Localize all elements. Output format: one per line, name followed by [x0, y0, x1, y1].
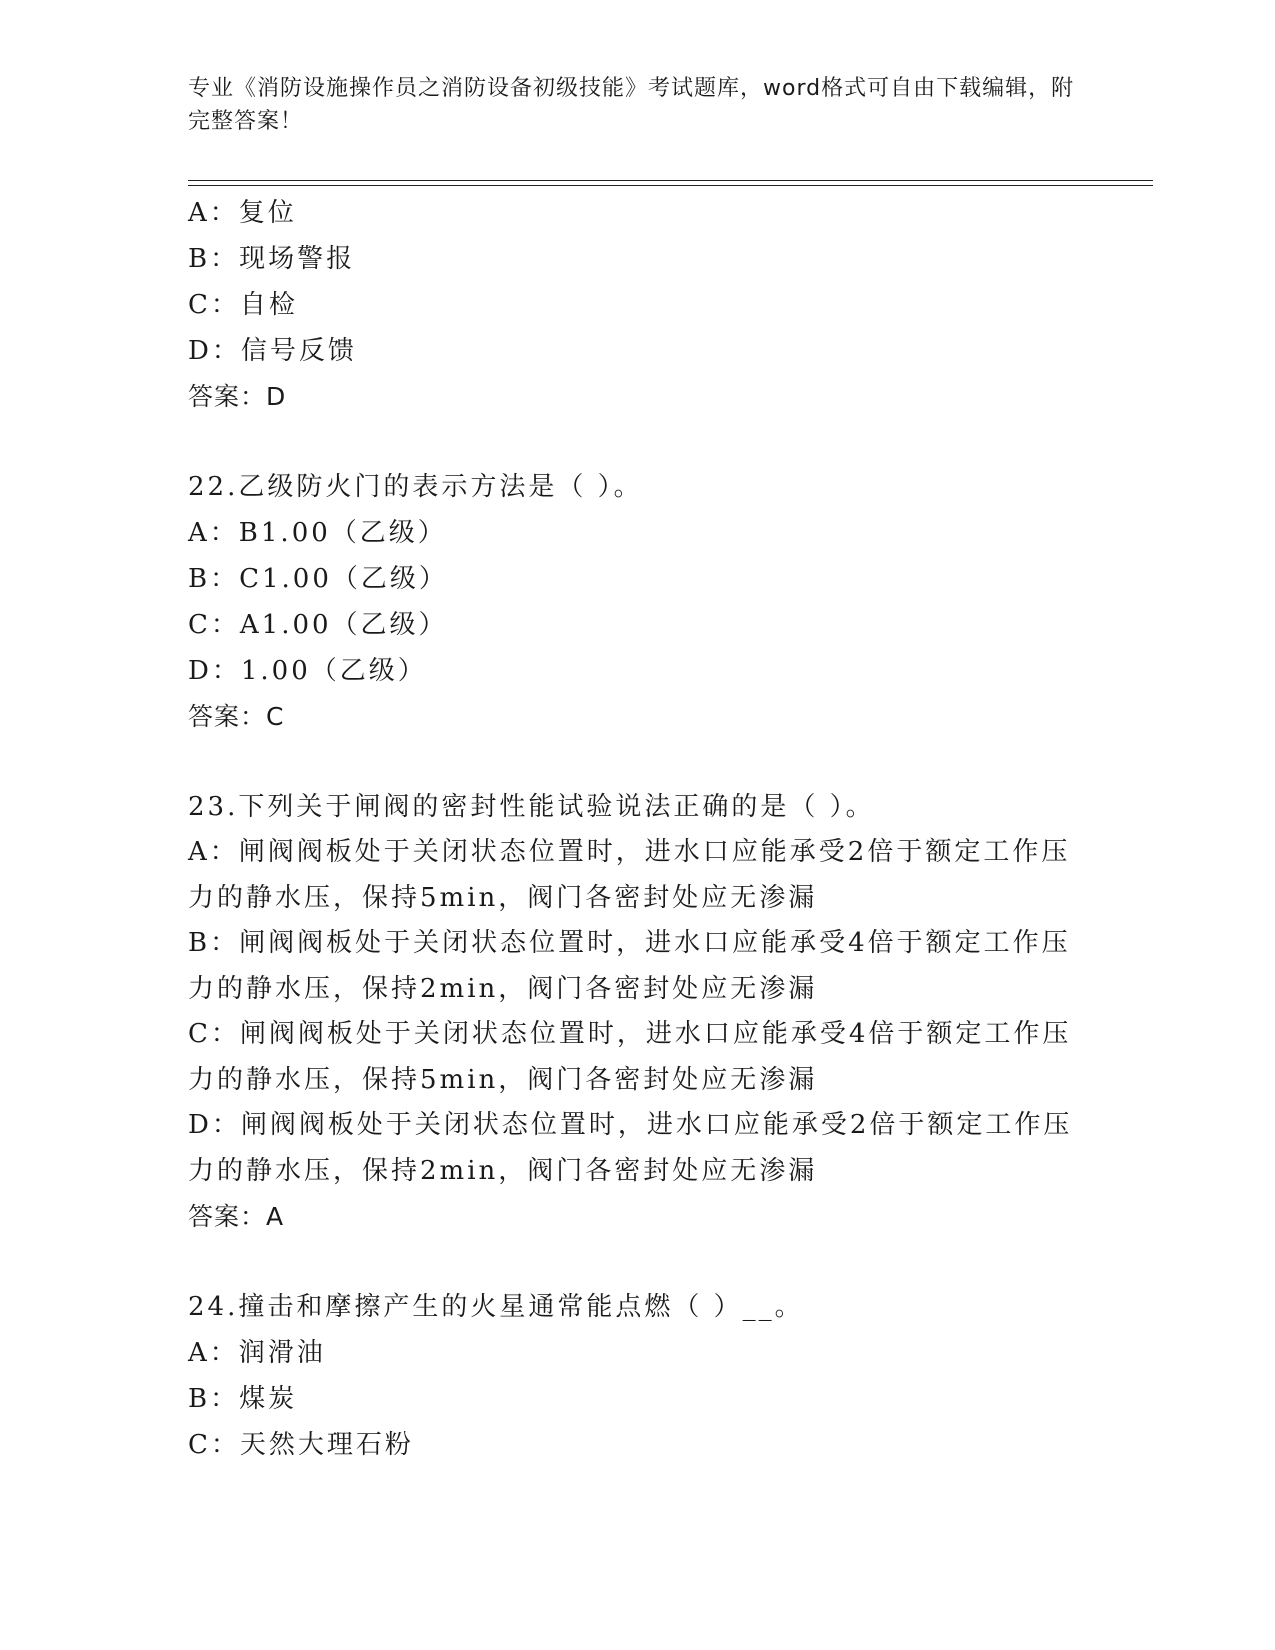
option-d: D：信号反馈	[188, 336, 357, 366]
question-list	[188, 190, 1088, 1468]
question-22	[188, 464, 1088, 740]
option-a: A：复位	[188, 198, 297, 228]
answer: 答案：D	[188, 382, 287, 411]
spacer	[188, 740, 1088, 784]
option-c: C：闸阀阀板处于关闭状态位置时，进水口应能承受4倍于额定工作压力的静水压，保持5min，阀门各密封处应无渗漏	[188, 1019, 1072, 1095]
option-d: D：闸阀阀板处于关闭状态位置时，进水口应能承受2倍于额定工作压力的静水压，保持2min，阀门各密封处应无渗漏	[188, 1110, 1073, 1186]
question-text: 24.撞击和摩擦产生的火星通常能点燃（ ）__。	[188, 1292, 804, 1322]
option-b: B：C1.00（乙级）	[188, 564, 448, 594]
option-c: C：自检	[188, 290, 298, 320]
option-b: B：现场警报	[188, 244, 356, 274]
option-c: C：A1.00（乙级）	[188, 610, 448, 640]
document-header: 专业《消防设施操作员之消防设备初级技能》考试题库，word格式可自由下载编辑，附完整答案！	[188, 76, 1075, 134]
spacer	[188, 420, 1088, 464]
spacer	[188, 1240, 1088, 1284]
option-a: A：润滑油	[188, 1338, 326, 1368]
option-d: D：1.00（乙级）	[188, 656, 427, 686]
answer: 答案：C	[188, 702, 285, 731]
option-a: A：B1.00（乙级）	[188, 518, 447, 548]
question-21	[188, 190, 1088, 420]
question-23	[188, 784, 1088, 1240]
question-text: 22.乙级防火门的表示方法是（ ）。	[188, 472, 643, 502]
option-a: A：闸阀阀板处于关闭状态位置时，进水口应能承受2倍于额定工作压力的静水压，保持5min，阀门各密封处应无渗漏	[188, 837, 1071, 913]
option-b: B：闸阀阀板处于关闭状态位置时，进水口应能承受4倍于额定工作压力的静水压，保持2min，阀门各密封处应无渗漏	[188, 928, 1071, 1004]
question-24	[188, 1284, 1088, 1468]
option-b: B：煤炭	[188, 1384, 298, 1414]
option-c: C：天然大理石粉	[188, 1430, 414, 1460]
answer: 答案：A	[188, 1202, 285, 1231]
header-divider-top	[188, 180, 1153, 181]
header-divider-bottom	[188, 185, 1153, 186]
question-text: 23.下列关于闸阀的密封性能试验说法正确的是（ ）。	[188, 792, 875, 822]
